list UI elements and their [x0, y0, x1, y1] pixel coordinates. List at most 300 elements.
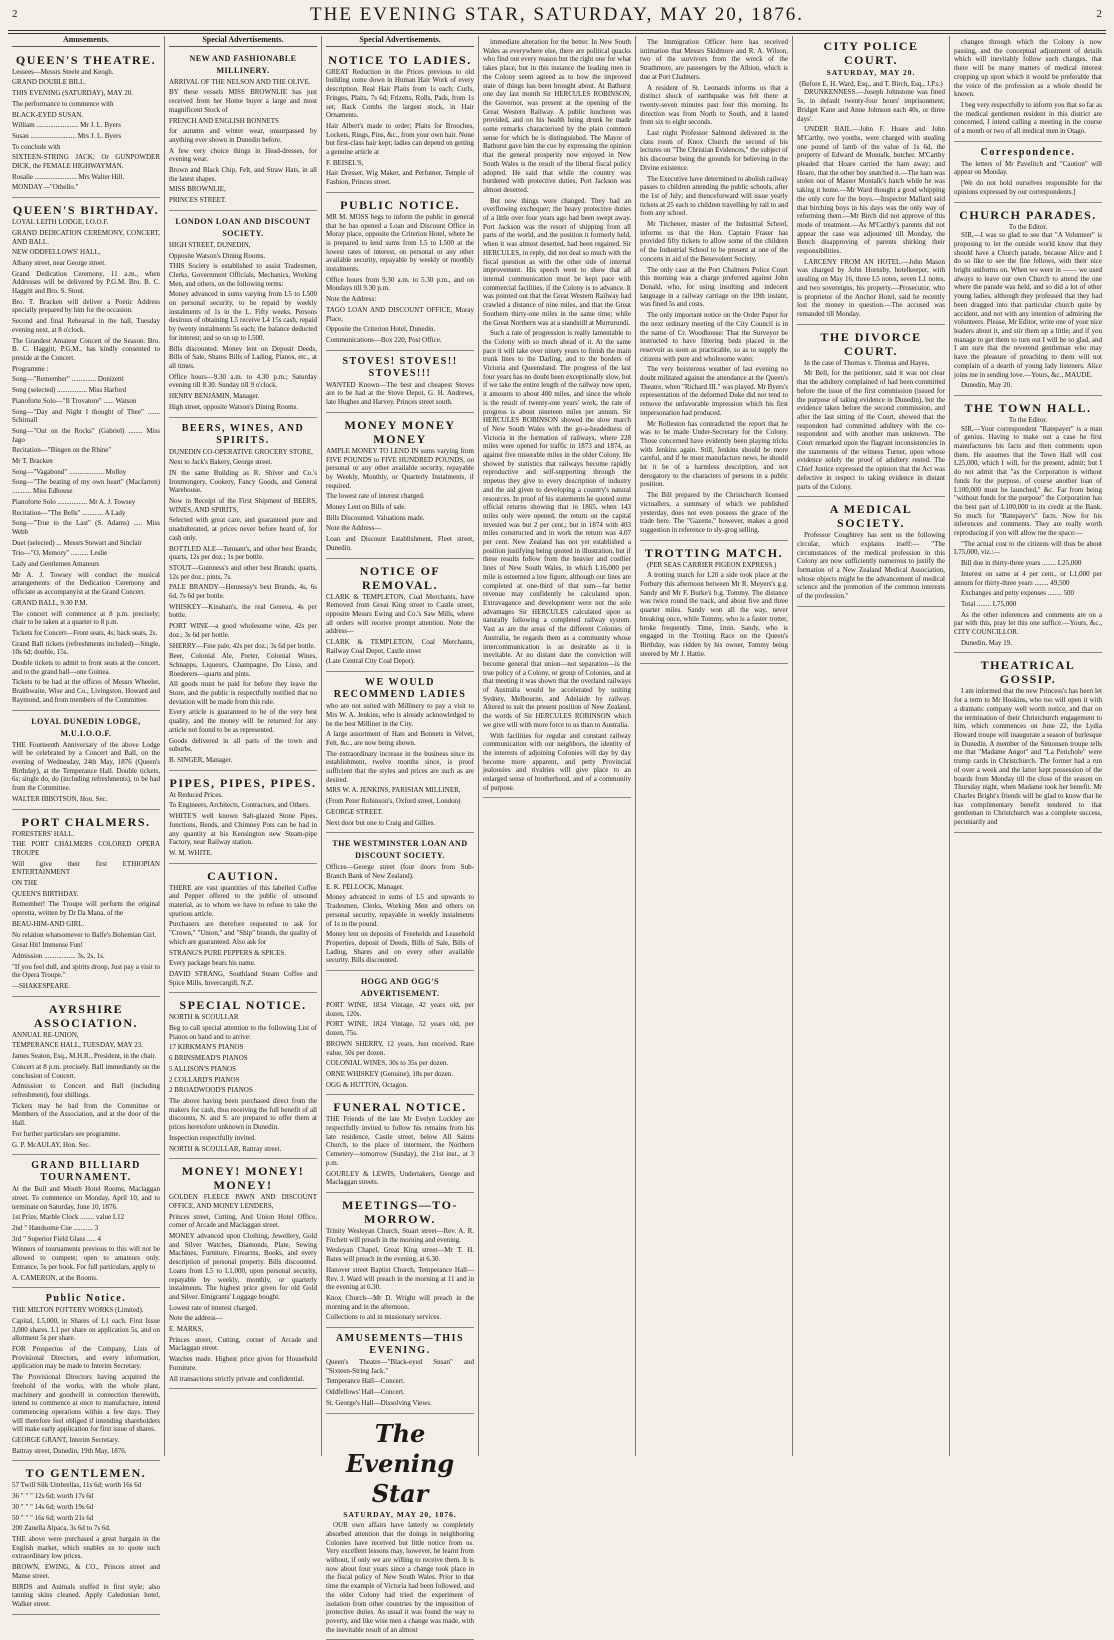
- text-line: DUNEDIN CO-OPERATIVE GROCERY STORE,: [169, 447, 313, 456]
- paragraph: The Executive have determined to abolish railway passes to children attending the public schools, after the 1st of July; and thenceforward will issue yearly tickets at 25 each to children travelling by rail to and from any school.: [640, 174, 788, 218]
- text-line: FRENCH AND ENGLISH BONNETS: [169, 116, 279, 125]
- text-line: Song—"Day and Night I thought of Thee" ....... Schirnall: [12, 407, 160, 425]
- section-lines: [12, 218, 160, 704]
- text-line: GEORGE STREET.: [326, 807, 384, 816]
- section: [640, 543, 788, 665]
- paragraph: The only important notice on the Order Paper for the next ordinary meeting of the City Council is in the name of Cr. Woodhouse: That the Surveyor be instructed to have filtering beds placed in the reservoir as soon as practicable, so as to supply the citizens with pure and wholesome water.: [640, 311, 788, 363]
- section-headline: THE WESTMINSTER LOAN AND DISCOUNT SOCIETY.: [332, 839, 468, 861]
- text-line: Grand Ball tickets (refreshments included)—Single, 10s 6d; double, 15s.: [12, 639, 160, 657]
- text-line: Purchasers are therefore requested to ask for "Crown," "Union," and "Ship" brands, the quality of which are guaranteed. Also ask for: [169, 920, 317, 946]
- text-line: Bro. T. Bracken will deliver a Poetic Address specially prepared by him for the occasion.: [12, 297, 160, 315]
- text-line: ORNE WHISKEY (Genuine), 18s per dozen.: [326, 1069, 453, 1078]
- masthead-rule: [8, 30, 1106, 34]
- text-line: THIS Society is established to assist Tradesmen, Clerks, Government Officials, Mechanics, Working Men, and others, on the following terms:: [169, 262, 317, 288]
- text-line: GEORGE GRANT, Interim Secretary.: [12, 1436, 120, 1445]
- text-line: The performance to commence with: [12, 99, 114, 108]
- paragraph: Exchanges and petty expenses ........ 500: [961, 589, 1074, 598]
- text-line: Princes street, Cutting, And Union Hotel Office, corner of Arcade and Maclaggan street.: [169, 1212, 317, 1230]
- column-7: [950, 36, 1106, 1456]
- text-line: The above having been purchased direct from the makers for cash, thus receiving the full benefit of all discounts, N. and S. are prepared to offer them at prices heretofore unknown in Dunedin.: [169, 1096, 317, 1132]
- text-line: Offices—George street (four doors from Sub-Branch Bank of New Zealand).: [326, 863, 474, 880]
- text-line: 200 Zanella Alpaca, 3s 6d to 7s 6d.: [12, 1524, 111, 1533]
- column-2: [165, 36, 322, 1456]
- text-line: Loan and Discount Establishment, Fleet street, Dunedin.: [326, 535, 474, 552]
- text-line: GOURLEY & LEWIS, Undertakers, George and Maclaggan streets.: [326, 1169, 474, 1187]
- section-headline: TROTTING MATCH.: [644, 545, 784, 560]
- section-headline: MONEY! MONEY! MONEY!: [181, 1164, 305, 1193]
- column-header: Special Advertisements.: [326, 36, 474, 47]
- text-line: To conclude with: [12, 142, 61, 151]
- text-line: Song—"True to the Last" (S. Adams) ..... Miss Webb: [12, 519, 160, 536]
- text-line: Brown and Black Chip, Felt, and Straw Hats, in all the latest shapes.: [169, 166, 317, 183]
- text-line: E. K. PELLOCK, Manager.: [326, 882, 404, 891]
- section: [954, 205, 1102, 396]
- paragraph: Professor Coughtrey has sent us the following circular, which explains itself:— "The circumstances of the medical profession in this Colony are now sufficiently numerous to justify the formation of a New Zealand Medical Association, whose objects might be the advancement of medical science and the promotion of the common interests of the profession.": [797, 531, 945, 601]
- section: [326, 1416, 474, 1640]
- section-headline: LOYAL DUNEDIN LODGE, M.U.I.O.O.F.: [31, 716, 141, 738]
- text-line: Office hours—9.30 a.m. to 4.30 p.m.; Saturday evening till 8.30. Sunday till 9 o'clock.: [169, 372, 317, 390]
- paragraph: Bill due in thirty-three years ........ L25,000: [961, 559, 1082, 568]
- section: [483, 36, 631, 798]
- text-line: GRAND DOUBLE BILL.: [12, 78, 87, 87]
- text-line: BLACK-EYED SUSAN.: [12, 110, 84, 119]
- text-line: Now in Receipt of the First Shipment of BEERS, WINES, AND SPIRITS,: [169, 497, 317, 514]
- section-lines: [12, 830, 160, 991]
- text-line: Song (selected) ................. Miss Harford: [12, 386, 127, 395]
- text-line: Lady and Gentlemen Amateurs: [12, 560, 100, 569]
- section: [326, 195, 474, 351]
- text-line: THE Friends of the late Mr Evelyn Lockley are respectfully invited to follow his remains from his late residence, Castle street, below All Saints Church, to the place of interment, the Northern Cemetery—tomorrow (Sunday), the 21st inst., at 3 p.m.: [326, 1115, 474, 1167]
- page-number-left: 2: [12, 8, 18, 20]
- text-line: Susan .......................... Mrs J. L. Byers: [12, 131, 122, 140]
- newspaper-title: THE EVENING STAR, SATURDAY, MAY 20, 1876.: [310, 4, 804, 25]
- paragraph: In the case of Thomas v. Thomas and Hayes,: [804, 358, 930, 367]
- text-line: Pianoforte Solo—"Il Trovatore" ...... Watson: [12, 396, 137, 405]
- text-line: MISS BROWNLIE,: [169, 185, 226, 194]
- paragraph: The letters of Mr Pavelitch and "Caution" will appear on Monday.: [954, 159, 1102, 177]
- text-line: Remember! The Troupe will perform the original operetta, written by Dr Da Mana, of the: [12, 900, 160, 918]
- text-line: LOYAL LEITH LODGE, I.O.O.F.: [12, 218, 109, 227]
- section-lines: [169, 791, 317, 858]
- text-line: AMPLE MONEY TO LEND IN sums varying from FIVE POUNDS to FIVE HUNDRED POUNDS, on personal or any other available security, repayable by Weekly, Monthly, or Quarterly Instalments, if required.: [326, 446, 474, 490]
- text-line: Song—"Remember" .............. Donizetti: [12, 375, 124, 384]
- section: [954, 144, 1102, 203]
- text-line: F. BEISEL'S,: [326, 158, 364, 167]
- text-line: Money advanced in sums varying from L5 to L500 on personal security, to be repaid by weekly instalments of 1s in the L. Fifty weeks. Persons desirous of obtaining L5 receive L4 15s cash, repaid by twenty instalments 5s each; the balance deducted for interest; and so on up to L500.: [169, 290, 317, 342]
- section-lines: [169, 448, 317, 765]
- text-line: B. SINGER, Manager.: [169, 756, 233, 764]
- section-headline: HOGG AND OGG'S ADVERTISEMENT.: [360, 977, 440, 999]
- text-line: 50 " " " 16s 6d; worth 21s 6d: [12, 1513, 94, 1522]
- paragraph: A trotting match for L20 a side took place at the Forbury this afternoon between Mr R. Meyers's g.g. Sandy and Mr F. Burke's b.g. Tommy. The distance was twice round the track, and about five and three quarter miles. Sandy won all the way, never breaking once, while Tommy, who is a faster trotter, broke frequently. Time, 1min. Sandy, who is engaged in the Trotting Race on the Queen's Birthday, was ridden by his owner, Tommy being steered by Mr J. Hattie.: [640, 571, 788, 658]
- section-date: SATURDAY, MAY 20, 1876.: [343, 1509, 457, 1519]
- text-line: Opposite Watson's Dining Rooms.: [169, 251, 266, 260]
- section-headline: PORT CHALMERS.: [21, 814, 151, 829]
- paragraph: I am informed that the new Princess's has been let for a term to Mr Hoskins, who too will open it with a dramatic company well worth notice, and that on the termination of their Christchurch engagement to him, which commences on June 22, the Lydia Howard troupe will inaugurate a season of burlesque in Dunedin. A member of the Simonsen troupe tells me that "Madame Angot" and "La Perichole" were trump cards in Christchurch. The former had a run of over a week and the latter kept possession of the boards from Monday till the close of the season on Thursday night, when Madame took her benefit. Mr Charles Bright's friends will be glad to know that he has complimentary benefit tendered to that gentleman in Christchurch was a complete success, pecuniarily and: [954, 687, 1102, 827]
- section: [169, 213, 317, 418]
- text-line: "If you feel dull, and spirits droop, Just pay a visit to the Opera Troupe.": [12, 962, 160, 980]
- section-headline: BEERS, WINES, AND SPIRITS.: [181, 422, 305, 446]
- text-line: Note the Address—: [326, 524, 382, 533]
- text-line: Song—"Out on the Rocks" (Gabriel) ........ Miss Jago: [12, 426, 160, 444]
- section-lines: [326, 1227, 474, 1322]
- section-headline: QUEEN'S THEATRE.: [15, 52, 157, 67]
- text-line: Next door but one to Craig and Gillies.: [326, 818, 436, 827]
- text-line: IN the same Building as R. Shiver and Co.'s Ironmongery, Cookery, Fancy Goods, and General Warehouse.: [169, 468, 317, 495]
- text-line: TEMPERANCE HALL, TUESDAY, MAY 23.: [12, 1041, 144, 1050]
- paragraph: With facilities for regular and constant railway communication with our neighbors, the identity of the interests of adjoining Colonies will day by day become more apparent, and petty Provincial jealousies and rivalries will give place to an enlarged sense of brotherhood, and of a community of purpose.: [483, 731, 631, 792]
- text-line: SHERRY—Fine pale, 42s per doz.; 3s 6d per bottle.: [169, 641, 316, 650]
- section: [12, 1463, 160, 1614]
- text-line: All goods must be paid for before they leave the Store, and the public is respectfully notified that no deviation will be made from this rule.: [169, 680, 317, 706]
- text-line: Queen's Theatre—"Black-eyed Susan" and "Sixteen-String Jack.": [326, 1358, 474, 1375]
- section-lines: [326, 702, 474, 827]
- text-line: MR M. MOSS begs to inform the public in general that he has opened a Loan and Discount Office in Moray place, opposite the Criterion Hotel, where he is prepared to lend sums from L5 to L500 at the lowest rates of interest, on personal or any other available security, repayable by weekly or monthly instalments.: [326, 212, 474, 274]
- section-headline: Correspondence.: [980, 146, 1076, 158]
- section-lines: [326, 68, 474, 187]
- section-lines: [12, 68, 160, 192]
- text-line: Mr T. Bracken: [12, 457, 53, 466]
- text-line: DAVID STRANG, Southland Steam Coffee and Spice Mills, Invercargill, N.Z.: [169, 969, 317, 987]
- section: [169, 773, 317, 864]
- text-line: Albany street, near George street.: [12, 258, 106, 267]
- section-headline: CAUTION.: [207, 868, 279, 883]
- text-line: 5 ALLISON'S PIANOS: [169, 1064, 236, 1073]
- section-lines: [326, 863, 474, 965]
- text-line: Money Lent on Bills of sale.: [326, 503, 407, 512]
- text-line: Programme :: [12, 364, 49, 373]
- text-line: Princes street, Cutting, corner of Arcade and Maclaggan street.: [169, 1335, 317, 1353]
- text-line: Trinity Wesleyan Church, Stuart street—Rev. A. R. Fitchett will preach in the morning and evening.: [326, 1226, 474, 1244]
- text-line: A. CAMERON, at the Rooms.: [12, 1273, 98, 1282]
- text-line: Note the address—: [169, 1314, 223, 1323]
- paragraph: Mr Rolleston has contradicted the report that he was to be made Under-Secretary for the Colony. Those concerned have evidently been playing tricks with Jenkins again. Still, Jenkins should be more careful, and if he must manufacture news, he should let it be of a harmless description, and not derogatory to the characters of persons in a public position.: [640, 419, 788, 489]
- section-lines: [169, 241, 317, 412]
- section: [326, 1330, 474, 1414]
- paragraph: LARCENY FROM AN HOTEL.—John Mason was charged by John Hornsby, hotelkeeper, with stealing on May 16, three L5 notes, seven L1 notes, and two sovereigns, his property.—Prosecutor, who is proprietor of the Anchor Hotel, said he recently lost the money in question.—The accused was remanded till Monday.: [797, 257, 945, 318]
- section-headline: MEETINGS—TO-MORROW.: [342, 1197, 458, 1226]
- text-line: Duet (selected) ... Messrs Stewart and Sinclair: [12, 538, 142, 547]
- section-headline: FUNERAL NOTICE.: [333, 1100, 467, 1115]
- text-line: MRS W. A. JENKINS, PARISIAN MILLINER,: [326, 786, 461, 795]
- text-line: Mr A. J. Towsey will conduct the musical arrangements of the Dedication Ceremony and officiate as accompanyist at the Grand Concert.: [12, 570, 160, 597]
- text-line: WALTER IBBOTSON, Hon. Sec.: [12, 794, 108, 803]
- column-header: Special Advertisements.: [169, 36, 317, 47]
- section-headline: MONEY MONEY MONEY: [344, 417, 456, 446]
- paragraph: Such a rate of progression is really lamentable to the Colony with so much ahead of it. At the same pace it will take over ninety years to finish the main trunk lines to the Darling, and to the borders of Victoria and Queensland. The progress of the last four years has no doubt been exceptionally slow, but if we take the entire length of the railway now open, it amounts to about 400 miles, and since the whole is the result of twenty-one years' work, the rate of progress is about nineteen miles per annum. Sir HERCULES ROBINSON showed the slow march of New South Wales with the go-a-headedness of Victoria in the formation of railways, where 228 miles were opened for traffic in 1873 and 1874, as against five miserable miles in the older Colony. He showed by statistics that railways become rapidly reproductive and self-supporting through the impetus they give to every description of industry and the aid given to developing a country's natural resources. In proof of his statements he quoted some official returns showing that in 1865, when 143 miles only were opened, the return on the capital invested was but 2 per cent.; but in 1874 with 403 miles constructed and in work the return was 4.07 per cent. New Zealand has not yet established a position justifying being quoted in illustration, but if these results follow from the heavier and costlier lines of New South Wales, in which L16,000 per mile is esteemed a low figure, although our lines are completed at one-third of that sum—far better revenue may confidently be calculated upon. Extravagance and development were not the sole advantages Sir HERCULES calculated upon as naturally following a completed railway system. Vast as are the areas of the different Colonies of Australia, he regards them as a community whose intercommunication is as desirable as it is inevitable. At no distant date the conviction will become general that union—not separation—is the true policy of a Colony, or group of Colonies, and at that meeting it was shown that the overland railways of Australia would be accelerated by uniting Sydney, Melbourne, and Adelaide by railway. Altered to suit the present position of New Zealand, the words of Sir HERCULES ROBINSON which we give will with more force to us than to Australia.: [483, 329, 631, 729]
- section-lines: [169, 1013, 317, 1153]
- section: [169, 995, 317, 1159]
- section-headline: THE DIVORCE COURT.: [820, 329, 922, 358]
- text-line: THE MILTON POTTERY WORKS (Limited).: [12, 1306, 144, 1315]
- text-line: THIS EVENING (SATURDAY), MAY 20.: [12, 89, 133, 98]
- section: [12, 713, 160, 810]
- paragraph: I beg very respectfully to inform you that so far as the medical gentlemen resident in this district are concerned, I intend calling a meeting in the course of a month or two of all medical men in Otago.: [954, 100, 1102, 136]
- text-line: GOLDEN FLEECE PAWN AND DISCOUNT OFFICE, AND MONEY LENDERS,: [169, 1193, 317, 1210]
- section-headline: WE WOULD RECOMMEND LADIES: [333, 677, 467, 701]
- text-line: Tickets for Concert—Front seats, 4s; back seats, 2s.: [12, 628, 158, 637]
- text-line: Capital, L5,000, in Shares of L1 each. First Issue 3,000 shares. L1 per share on application 5s, and on allotment 5s per share.: [12, 1316, 160, 1343]
- text-line: Selected with great care, and guaranteed pure and unadulterated, at prices never before heard of, for cash only.: [169, 516, 317, 542]
- text-line: Inspection respectfully invited.: [169, 1133, 256, 1142]
- section: [326, 415, 474, 559]
- paragraph: Dunedin, May 20.: [961, 381, 1012, 390]
- text-line: Tickets may be had from the Committee or Members of the Association, and at the door of the Hall.: [12, 1101, 160, 1128]
- paragraph: DRUNKENNESS.—Joseph Johnstone was fined 5s, in default twenty-four hours' imprisonment; Bridget Kane and Anne Johnson each 40s, or three days'.: [797, 88, 945, 123]
- section-headline: AYRSHIRE ASSOCIATION.: [33, 1001, 139, 1030]
- section: [326, 1195, 474, 1328]
- paragraph: UNDER BAIL.—John F. Hoare and John M'Carthy, two youths, were charged with stealing one pound of lamb of the value of 1s 6d, the property of Edward de Montalk, butcher. M'Carthy pleaded that Hoare carried the ham away; and Hoare, that the other boy snatched it.—The ham was stolen out of Master Montalk's hatch while he was taking it home.—Mr Ward thought a good whipping the only cure for the boys.—Inspector Mallard said that birching boys in his days was the only way of reforming them.—Mr Birch did not approve of this mode of treatment.—As M'Carthy's parents did not appear the case was adjourned till Monday, the Bench disapproving of parents shirking their responsibilities.: [797, 125, 945, 256]
- text-line: Lowest rate of interest charged.: [169, 1303, 258, 1312]
- text-line: Collections to aid in missionary services.: [326, 1313, 442, 1322]
- section-lines: [12, 1306, 160, 1455]
- paragraph: As the other inferences and comments are on a par with this, pray let this one suffice.—Yours, &c., CITY COUNCILLOR.: [954, 610, 1102, 637]
- text-line: WHISKEY—Kinahan's, the real Geneva, 4s per bottle.: [169, 602, 317, 620]
- text-line: All transactions strictly private and confidential.: [169, 1374, 305, 1383]
- text-line: Concert at 8 p.m. precisely. Ball immediately on the conclusion of Concert.: [12, 1062, 160, 1080]
- text-line: Note the Address:: [326, 295, 377, 304]
- text-line: Winners of tournaments previous to this will not be allowed to compete; open to amateurs only. Entrance, 5s per book. For full particulars, apply to: [12, 1245, 160, 1271]
- section: [954, 398, 1102, 654]
- text-line: COLONIAL WINES, 30s to 35s per dozen.: [326, 1059, 449, 1068]
- section: [326, 561, 474, 673]
- text-line: Battray street, Dunedin, 19th May, 1876.: [12, 1446, 127, 1455]
- section-headline: AMUSEMENTS—THIS EVENING.: [335, 1333, 465, 1357]
- section-lines: [326, 381, 474, 407]
- section: [12, 812, 160, 997]
- text-line: Opposite the Criterion Hotel, Dunedin.: [326, 325, 436, 334]
- paragraph: changes through which the Colony is now passing, and the conceptual adjustment of details which will inevitably follow such changes, that there will be many matters of medical interest cropping up upon which it would be preferable that the voice of the profession as a whole should be known.: [954, 38, 1102, 99]
- section: [797, 36, 945, 325]
- text-line: MONDAY—"Othello.": [12, 183, 79, 192]
- text-line: High street, opposite Watson's Dining Rooms.: [169, 402, 299, 411]
- section-lines: [169, 1193, 317, 1383]
- text-line: STRANG'S PURE PEPPERS & SPICES.: [169, 948, 286, 957]
- text-line: THE Fourteenth Anniversary of the above Lodge will be celebrated by a Concert and Ball, on the evening of Wednesday, 24th May, 1876 (Queen's Birthday), at the Temperance Hall. Double tickets, 6s; single do, do (including refreshments), to be had from the Committee.: [12, 740, 160, 793]
- text-line: HENRY BENJAMIN, Manager.: [169, 392, 260, 401]
- text-line: STOUT—Guinness's and other best Brands; quarts, 12s per doz.; pints, 7s.: [169, 563, 317, 581]
- text-line: For further particulars see programme.: [12, 1129, 121, 1138]
- text-line: —SHAKESPEARE.: [12, 982, 71, 991]
- section-lines: [326, 447, 474, 553]
- text-line: NORTH & SCOULLAR, Rattray street.: [169, 1144, 282, 1153]
- paragraph: immediate alteration for the better. In New South Wales as everywhere else, there are political quacks who find out every reason but the right one for what takes place, but in this instance the leading men in the Colony seem agreed as to how the improved state of things has been brought about. At Bathurst one day last month Sir HERCULES ROBINSON, the Governor, was present at the opening of the Great Western Railway. A public luncheon was provided, and on his health being drunk he made some remarks characterised by the plain common sense for which he is distinguished. The Mayor of Bathurst gave him the cue by expressing the opinion that the general prosperity now enjoyed in New South Wales is the result of the liberal fiscal policy adopted. He said that while the country was burdened with protective duties, Port Jackson was almost deserted.: [483, 38, 631, 194]
- text-line: Admission .................. 3s, 2s, 1s.: [12, 951, 105, 960]
- section: [797, 327, 945, 498]
- paragraph: (PER SEAS CARRIER PIGEON EXPRESS.): [647, 560, 777, 569]
- section: [12, 999, 160, 1155]
- text-line: BIRDS and Animals stuffed in first style; also tanning skins cleaned. Apply Caledonian hotel, Walker street.: [12, 1582, 160, 1608]
- text-line: THE PORT CHALMERS COLORED OPERA TROUPE: [12, 840, 160, 857]
- section-headline: A MEDICAL SOCIETY.: [829, 502, 913, 531]
- section: [326, 1097, 474, 1193]
- text-line: W. M. WHITE.: [169, 848, 213, 857]
- text-line: (Late Central City Coal Depot).: [326, 657, 415, 666]
- text-line: A few very choice things in Head-dresses, for evening wear.: [169, 146, 317, 164]
- section: [12, 50, 160, 198]
- text-line: The lowest rate of interest charged.: [326, 492, 425, 501]
- section-headline: THE TOWN HALL.: [964, 400, 1092, 415]
- paragraph: The Immigration Officer here has received intimation that Messrs Skidmore and R. A. Wilson, two of the survivors from the wreck of the Strathmore, are passengers by the Albion, which is due at Port Chalmers.: [640, 38, 788, 81]
- paragraph: Total ........ L75,000: [961, 599, 1017, 608]
- paragraph: Interest on same at 4 per cent., or L1,000 per annum for thirty-three years ........ 49,500: [954, 569, 1102, 587]
- text-line: WHITE'S well known Salt-glazed Stone Pipes, Junctions, Bends, and Chimney Pots can be had in any quantity at his Kensington new Steam-pipe Factory, near Railway station.: [169, 812, 317, 847]
- text-line: Song—"The beating of my own heart" (Macfarren) ........... Miss Edhouse: [12, 478, 160, 496]
- text-line: MONEY advanced upon Clothing, Jewellery, Gold and Silver Watches, Diamonds, Plate, Sewing Machines, Furniture, Firearms, Books, and every description of personal property. Bills discounted. Loans from L5 to L1,000, upon personal security, repayable by weekly, monthly, or quarterly instalments. The highest price given for old Gold and Silver. Emigrants' Luggage bought.: [169, 1232, 317, 1301]
- column-6: [793, 36, 950, 1456]
- section-headline: NOTICE OF REMOVAL.: [359, 563, 441, 592]
- column-3: [322, 35, 479, 1634]
- text-line: Knox Church—Mr D. Wright will preach in the morning and in the afternoon.: [326, 1293, 474, 1311]
- text-line: 2nd " Handsome Cue ........... 3: [12, 1224, 99, 1233]
- text-line: CLARK & TEMPLETON, Coal Merchants, have Removed from Great King street to Castle street, opposite Messrs Ewing and Co.'s Saw Mills, where all orders will receive prompt attention. Note the address—: [326, 592, 474, 636]
- section: [169, 866, 317, 994]
- text-line: Temperance Hall—Concert.: [326, 1377, 405, 1386]
- text-line: FOR Prospectus of the Company, Lists of Provisional Directors, and every information, application may be made to Interim Secretary.: [12, 1345, 160, 1371]
- section-headline: LONDON LOAN AND DISCOUNT SOCIETY.: [175, 216, 311, 238]
- text-line: Communications—Box 220, Post Office.: [326, 335, 442, 344]
- section: [326, 50, 474, 193]
- text-line: Every article is guaranteed to be of the very best quality, and the money will be returned for any article not found to be as represented.: [169, 708, 317, 734]
- text-line: Admission to Concert and Ball (including refreshment), four shillings.: [12, 1082, 160, 1099]
- section: [169, 420, 317, 771]
- section: [954, 36, 1102, 142]
- section-headline: THEATRICAL GOSSIP.: [980, 658, 1076, 687]
- text-line: The concert will commence at 8 p.m. precisely; chair to be taken at a quarter to 8 p.m.: [12, 609, 160, 627]
- text-line: NEW ODDFELLOWS' HALL,: [12, 248, 101, 257]
- text-line: Bills Discounted. Valuations made.: [326, 513, 425, 522]
- text-line: BOTTLED ALE—Tennant's, and other best Brands; quarts, 12s per doz.; 1s per bottle.: [169, 544, 317, 562]
- text-line: ARRIVAL OF THE NELSON AND THE OLIVE.: [169, 77, 311, 86]
- section: [169, 1161, 317, 1389]
- text-line: GRAND DEDICATION CEREMONY, CONCERT, AND BALL.: [12, 228, 160, 246]
- section-subheading: To the Editor.: [1008, 415, 1048, 424]
- text-line: E. MARKS,: [169, 1325, 204, 1334]
- text-line: Tickets to be had at the offices of Messrs Wheeler, Braithwaite, Wise and Co., Livingston, Howard and Raymond, and from members of the Committee.: [12, 678, 160, 704]
- text-line: Next to Jack's Bakery, George street.: [169, 458, 273, 467]
- section-lines: [326, 1001, 474, 1089]
- text-line: 36 " " " 12s 6d; worth 17s 6d: [12, 1492, 94, 1501]
- text-line: BY these vessels MISS BROWNLIE has just received from her Home buyer a large and most magnificent Stock of: [169, 88, 317, 114]
- section: [12, 200, 160, 710]
- section: [12, 1157, 160, 1288]
- paragraph: Mr Titchener, master of the Industrial School, informs us that the Hon. Captain Fraser has provided fifty tickets to allow some of the children of the Industrial School to be present at one of the concerts in aid of the Benevolent Society.: [640, 220, 788, 263]
- page-number-right: 2: [1096, 8, 1102, 20]
- column-5: [636, 36, 793, 1456]
- text-line: Double tickets to admit to front seats at the concert, and to the grand ball—one Guinea.: [12, 659, 160, 676]
- paragraph: OUR own affairs have latterly so completely absorbed attention that the doings in neighboring Colonies have received but little notice from us. Very excellent lessons may, however, be learnt from without, if only we are willing to receive them. It is now about four years since a change took place in the fiscal policy of New South Wales. Prior to that time the example of Victoria had been followed, and the older Colony had tried the experiment of isolation from other countries by the imposition of protective duties. As usual it was found the way to poverty, and like wise men a change was made, with the inevitable result of an almost: [326, 1521, 474, 1634]
- section: [326, 835, 474, 971]
- paragraph: [We do not hold ourselves responsible for the opinions expressed by our correspondents.]: [954, 179, 1102, 196]
- text-line: BROWN, EWING, & CO., Princes street and Manse street.: [12, 1563, 160, 1580]
- section-headline: NOTICE TO LADIES.: [328, 52, 472, 67]
- text-line: William ........................ Mr J. L. Byers: [12, 121, 121, 130]
- text-line: Office hours from 9.30 a.m. to 5.30 p.m., and on Mondays till 9.30 p.m.: [326, 275, 474, 293]
- text-line: At Reduced Prices.: [169, 790, 223, 799]
- section-lines: [12, 1031, 160, 1149]
- text-line: ON THE: [12, 879, 38, 888]
- text-line: Recitation—"The Bells" ............ A Lady: [12, 508, 126, 517]
- text-line: 17 KIRKMAN'S PIANOS: [169, 1043, 244, 1052]
- text-line: 1st Prize, Marble Clock ........ value L12: [12, 1213, 125, 1222]
- text-line: PORT WINE—a good wholesome wine, 42s per doz.; 3s 6d per bottle.: [169, 622, 317, 639]
- section-headline: PIPES, PIPES, PIPES.: [169, 775, 317, 790]
- paragraph: The Bill prepared by the Christchurch licensed victuallers, a summary of which we published yesterday, does not even possess the grace of the trade here. The "Gazette," however, makes a good suggestion in reference to sly-grog selling.: [640, 491, 788, 534]
- text-line: Money lent on deposits of Freeholds and Leasehold Properties, deposit of Deeds, Bills of Sale, Bills of Lading, Shares and on every other available security. Bills discounted.: [326, 930, 474, 965]
- paragraph: Dunedin, May 19.: [961, 638, 1012, 647]
- text-line: 2 COLLARD'S PIANOS: [169, 1075, 240, 1084]
- text-line: G. P. McAULAY, Hon. Sec.: [12, 1140, 91, 1149]
- text-line: Money advanced in sums of L5 and upwards to Tradesmen, Clerks, Working Men and others on personal security, repayable in weekly instalments of 1s in the pound.: [326, 893, 474, 928]
- text-line: for autumn and winter wear, unsurpassed by anything ever shown in Dunedin before.: [169, 127, 317, 144]
- paragraph: The only case at the Port Chalmers Police Court this morning was a charge preferred against John Donald, who, for using insulting and indecent language in a railway carriage on the 19th instant, was fined 5s and costs.: [640, 265, 788, 309]
- text-line: Goods delivered in all parts of the town and suburbs.: [169, 736, 317, 754]
- section-date: SATURDAY, MAY 20.: [826, 68, 916, 77]
- text-line: Hair Dresser, Wig Maker, and Perfumer, Temple of Fashion, Princes street.: [326, 169, 474, 187]
- section-lines: [326, 593, 474, 667]
- text-line: THE above were purchased a great bargain in the English market, which enables us to quote such extraordinary low prices.: [12, 1535, 160, 1561]
- section-lines: [169, 884, 317, 988]
- text-line: CLARK & TEMPLETON, Coal Merchants, Railway Coal Depot, Castle street: [326, 638, 474, 655]
- text-line: Trio—"O, Memory" .......... Leslie: [12, 549, 108, 558]
- section: [326, 674, 474, 833]
- text-line: Grand Dedication Ceremony, 11 a.m., when Addresses will be delivered by P.G.M. Bro. B. C. Haggitt and Bro. S. Stout.: [12, 269, 160, 296]
- text-line: TAGO LOAN AND DISCOUNT OFFICE, Moray Place,: [326, 305, 474, 323]
- text-line: Rosalie ........................ Mrs Walter Hill.: [12, 172, 125, 181]
- text-line: St. George's Hall—Dissolving Views.: [326, 1398, 432, 1407]
- paragraph: SIR,—I was so glad to see that "A Volunteer" is proposing to let the outside world know that they should have a Church parade, because Alice and I do so like to see the fine fellows, with their nice bright uniforms on. When we were in —— we used always to leave our own Church to attend the one where the parade was held, and so did a lot of other young ladies, although they professed that they had been dragged into that particular church quite by accident, and not with any intention of admiring the volunteers. Please, Mr Editor, write one of your nice leaders about it, and stir them up a little; and if you manage to get them to turn out I will be so glad, and I am sure that the reverend gentleman who may have the pleasure of preaching to them will not complain of a dearth of young lady listeners. Alice joins me in sending love.—Yours, &c., MAUDE.: [954, 231, 1102, 379]
- text-line: OGG & HUTTON, Octagon.: [326, 1080, 408, 1089]
- text-line: Second and final Rehearsal in the hall, Tuesday evening next, at 8 o'clock.: [12, 317, 160, 334]
- section: [640, 36, 788, 541]
- text-line: Oddfellows' Hall—Concert.: [326, 1388, 405, 1397]
- text-line: To Engineers, Architects, Contractors, and Others.: [169, 801, 310, 810]
- section-subheading: To the Editor.: [1008, 222, 1048, 231]
- paragraph: But now things were changed. They had an overflowing exchequer; the heavy protective duties of a little over four years ago had been swept away. Port Jackson was the resort of shipping from all parts of the world, and the position it formerly held, when it was almost deserted, had been regained. Sir HERCULES, in reply, did not deal so much with the fiscal question as with the other side of internal improvement. His speech went to show that all internal communication must be kept pace with commercial facilities, if the Colony is to advance. It was pointed out that the Great Western Railway had crawled a distance of nine miles, and that the Great Southern thirty-one miles in the same time; while the Great Northern was at a standstill at Murrurundi.: [483, 196, 631, 327]
- text-line: Watches made. Highest price given for Household Furniture.: [169, 1355, 317, 1372]
- text-line: BROWN SHERRY, 12 years, Just received. Rare value, 50s per dozen.: [326, 1039, 474, 1057]
- text-line: HIGH STREET, DUNEDIN,: [169, 240, 251, 249]
- text-line: SIXTEEN-STRING JACK; Or GUNPOWDER DICK, the FEMALE HIGHWAYMAN.: [12, 153, 160, 171]
- text-line: Every package bears his name.: [169, 959, 256, 968]
- section-headline: CHURCH PARADES.: [959, 207, 1097, 222]
- section-headline: CITY POLICE COURT.: [823, 39, 919, 67]
- text-line: Hanover street Baptist Church, Temperance Hall—Rev. J. Ward will preach in the morning at 11 and in the evening at 6.30.: [326, 1265, 474, 1292]
- section-lines: [326, 1358, 474, 1408]
- paragraph: "The actual cost to the citizens will thus be about L75,000, viz.:—: [954, 539, 1102, 557]
- text-line: PRINCES STREET.: [169, 196, 227, 205]
- text-line: FORESTERS' HALL.: [12, 829, 75, 838]
- text-line: PORT WINE, 1834 Vintage, 42 years old, per dozen, 120s.: [326, 1001, 474, 1018]
- text-line: No relation whatsomever to Balfe's Bohemian Girl.: [12, 930, 157, 939]
- text-line: PALE BRANDY—Hennessy's best Brands, 4s, 6s 6d, 7s 6d per bottle.: [169, 583, 317, 601]
- section-headline: SPECIAL NOTICE.: [179, 998, 307, 1013]
- section-lines: [326, 213, 474, 345]
- section-headline: Public Notice.: [45, 1293, 127, 1305]
- section-headline: STOVES! STOVES!! STOVES!!!: [342, 355, 458, 379]
- section-headline: The Evening Star: [345, 1418, 455, 1508]
- section-lines: [326, 1115, 474, 1187]
- section-lines: [12, 741, 160, 804]
- masthead: [0, 2, 1114, 28]
- section-headline: TO GENTLEMEN.: [25, 1466, 147, 1481]
- text-line: The Grandest Amateur Concert of the Season. Bro. B. C. Haggitt, P.G.M., has kindly consented to preside at the Concert.: [12, 336, 160, 362]
- text-line: WANTED Known—The best and cheapest Stoves are to be had at the Stove Depot, G. H. Andrews, late Hughes and Harvey, Princes street south.: [326, 380, 474, 407]
- paragraph: A resident of St. Leonards informs us that a distinct shock of earthquake was felt there at twenty-seven minutes past four this morning. Its direction was from North to South, and it lasted from six to eight seconds.: [640, 83, 788, 127]
- section-subheading: (Before E. H. Ward, Esq., and T. Birch, Esq., J.P.s.): [799, 79, 943, 88]
- column-header: Amusements.: [12, 36, 160, 47]
- section-lines: [12, 1185, 160, 1282]
